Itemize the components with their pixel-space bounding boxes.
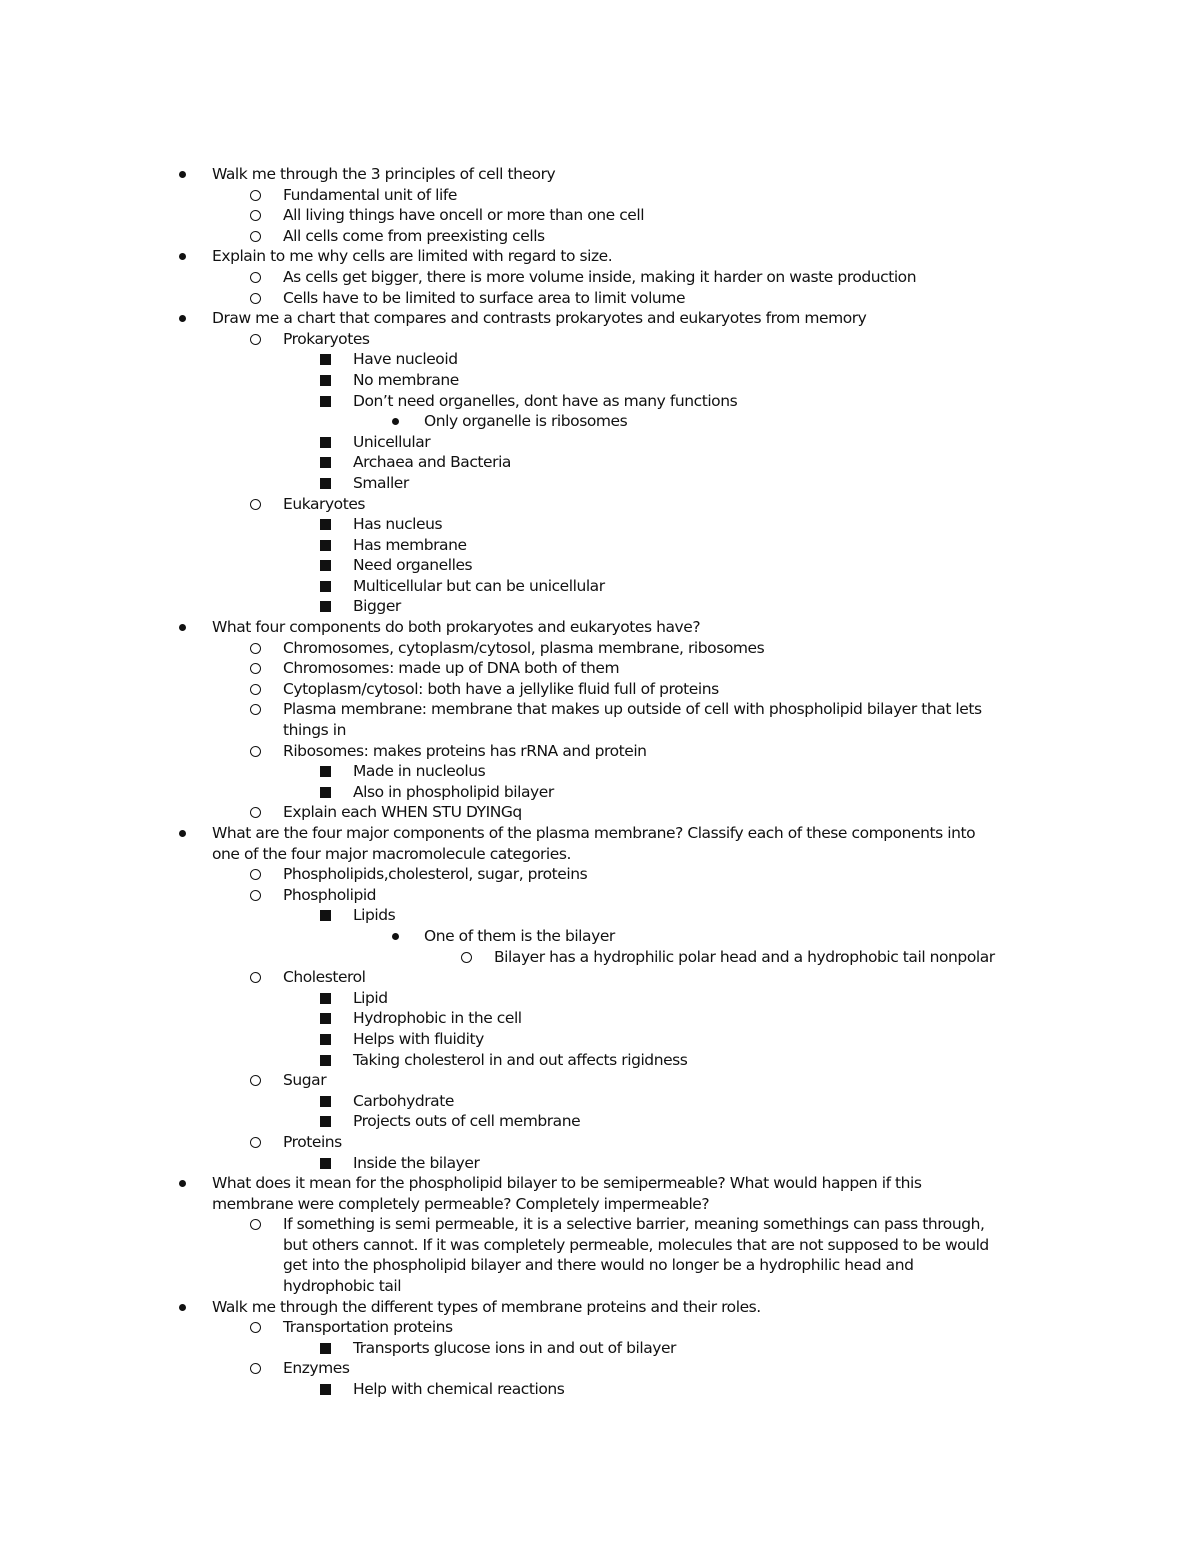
bullet-square-icon	[319, 555, 333, 576]
list-item	[0, 391, 1200, 412]
list-item-text: membrane were completely permeable? Completely impermeable?	[212, 1194, 710, 1213]
list-item-text: Projects outs of cell membrane	[353, 1112, 581, 1131]
bullet-disc-icon	[176, 164, 190, 185]
list-item-text: Draw me a chart that compares and contrasts prokaryotes and eukaryotes from memory	[212, 309, 867, 328]
list-item-text: Made in nucleolus	[353, 762, 486, 781]
bullet-square-icon	[319, 349, 333, 370]
bullet-square-icon	[319, 988, 333, 1009]
list-item-text: No membrane	[353, 370, 459, 389]
bullet-square-icon	[319, 1379, 333, 1400]
bullet-circle-icon	[249, 288, 263, 309]
list-item	[0, 246, 1200, 267]
list-item	[0, 1338, 1200, 1359]
list-item-text: Enzymes	[283, 1359, 350, 1378]
list-item-text: All cells come from preexisting cells	[283, 226, 545, 245]
list-item-continuation	[0, 844, 1200, 865]
list-item-text: Taking cholesterol in and out affects rigidness	[353, 1050, 688, 1069]
list-item	[0, 802, 1200, 823]
list-item-text: things in	[283, 721, 346, 740]
bullet-circle-icon	[249, 185, 263, 206]
list-item	[0, 1070, 1200, 1091]
list-item	[0, 1132, 1200, 1153]
bullet-square-icon	[319, 370, 333, 391]
bullet-circle-icon	[249, 1317, 263, 1338]
bullet-circle-icon	[249, 205, 263, 226]
list-item-text: Transportation proteins	[283, 1318, 453, 1337]
list-item-text: Unicellular	[353, 432, 431, 451]
list-item	[0, 164, 1200, 185]
bullet-square-icon	[319, 596, 333, 617]
list-item-text: What are the four major components of the plasma membrane? Classify each of these components into	[212, 824, 976, 842]
list-item-text: Lipids	[353, 906, 396, 925]
list-item-text: Phospholipid	[283, 885, 377, 904]
bullet-square-icon	[319, 535, 333, 556]
list-item-continuation	[0, 1276, 1200, 1297]
bullet-disc-icon	[389, 411, 403, 432]
list-item-text: What four components do both prokaryotes and eukaryotes have?	[212, 618, 701, 637]
document-body	[0, 164, 1200, 1400]
list-item	[0, 308, 1200, 329]
list-item	[0, 1379, 1200, 1400]
list-item	[0, 1153, 1200, 1174]
bullet-circle-icon	[249, 741, 263, 762]
list-item	[0, 658, 1200, 679]
list-item	[0, 679, 1200, 700]
bullet-square-icon	[319, 761, 333, 782]
bullet-square-icon	[319, 905, 333, 926]
bullet-circle-icon	[249, 658, 263, 679]
list-item	[0, 782, 1200, 803]
list-item-text: Hydrophobic in the cell	[353, 1009, 522, 1028]
list-item-text: Fundamental unit of life	[283, 185, 457, 204]
bullet-square-icon	[319, 1050, 333, 1071]
list-item-text: Prokaryotes	[283, 329, 370, 348]
list-item	[0, 329, 1200, 350]
bullet-disc-icon	[176, 308, 190, 329]
list-item	[0, 555, 1200, 576]
bullet-circle-icon	[249, 802, 263, 823]
list-item-text: Walk me through the 3 principles of cell theory	[212, 165, 556, 183]
list-item-text: Sugar	[283, 1071, 327, 1090]
bullet-circle-icon	[249, 638, 263, 659]
list-item-text: Lipid	[353, 988, 388, 1007]
list-item-text: Ribosomes: makes proteins has rRNA and protein	[283, 741, 647, 760]
list-item	[0, 452, 1200, 473]
bullet-circle-icon	[249, 329, 263, 350]
bullet-square-icon	[319, 782, 333, 803]
list-item	[0, 596, 1200, 617]
list-item-text: What does it mean for the phospholipid bilayer to be semipermeable? What would happen if this	[212, 1174, 922, 1193]
list-item-text: Cells have to be limited to surface area to limit volume	[283, 288, 686, 307]
bullet-square-icon	[319, 1091, 333, 1112]
list-item-text: Also in phospholipid bilayer	[353, 782, 554, 801]
list-item-text: Has membrane	[353, 535, 467, 554]
list-item-text: Have nucleoid	[353, 350, 458, 369]
list-item	[0, 205, 1200, 226]
list-item-text: Bilayer has a hydrophilic polar head and a hydrophobic tail nonpolar	[494, 947, 995, 966]
bullet-circle-icon	[249, 1070, 263, 1091]
list-item-text: Help with chemical reactions	[353, 1380, 565, 1399]
bullet-square-icon	[319, 391, 333, 412]
list-item-text: Archaea and Bacteria	[353, 453, 511, 472]
bullet-square-icon	[319, 1338, 333, 1359]
list-item	[0, 761, 1200, 782]
bullet-circle-icon	[249, 967, 263, 988]
list-item-text: Need organelles	[353, 556, 473, 575]
list-item	[0, 1317, 1200, 1338]
list-item-text: Carbohydrate	[353, 1091, 454, 1110]
list-item-text: All living things have oncell or more than one cell	[283, 206, 645, 225]
list-item-text: Plasma membrane: membrane that makes up outside of cell with phospholipid bilayer that lets	[283, 700, 982, 719]
list-item-text: Cytoplasm/cytosol: both have a jellylike fluid full of proteins	[283, 679, 719, 698]
list-item	[0, 473, 1200, 494]
list-item-text: Don’t need organelles, dont have as many functions	[353, 391, 738, 410]
list-item-text: Eukaryotes	[283, 494, 366, 513]
list-item-text: Bigger	[353, 597, 401, 616]
list-item	[0, 1214, 1200, 1235]
bullet-disc-icon	[176, 1297, 190, 1318]
list-item-text: Chromosomes: made up of DNA both of them	[283, 659, 620, 678]
list-item	[0, 864, 1200, 885]
list-item	[0, 988, 1200, 1009]
list-item-continuation	[0, 1194, 1200, 1215]
list-item-text: Explain each WHEN STU DYINGq	[283, 803, 522, 822]
list-item	[0, 617, 1200, 638]
bullet-square-icon	[319, 1153, 333, 1174]
list-item	[0, 288, 1200, 309]
list-item	[0, 514, 1200, 535]
list-item-continuation	[0, 1235, 1200, 1256]
list-item	[0, 226, 1200, 247]
list-item	[0, 185, 1200, 206]
list-item	[0, 494, 1200, 515]
list-item	[0, 1050, 1200, 1071]
list-item-text: hydrophobic tail	[283, 1277, 402, 1296]
list-item-text: Cholesterol	[283, 968, 366, 987]
list-item	[0, 967, 1200, 988]
list-item	[0, 1297, 1200, 1318]
list-item-text: One of them is the bilayer	[424, 926, 615, 945]
list-item-text: Only organelle is ribosomes	[424, 412, 628, 431]
list-item	[0, 576, 1200, 597]
list-item-text: one of the four major macromolecule categories.	[212, 844, 571, 863]
list-item-text: Helps with fluidity	[353, 1029, 484, 1048]
list-item-text: Proteins	[283, 1132, 342, 1151]
list-item-text: but others cannot. If it was completely permeable, molecules that are not supposed to be would	[283, 1235, 989, 1254]
list-item	[0, 741, 1200, 762]
list-item	[0, 885, 1200, 906]
list-item	[0, 638, 1200, 659]
list-item	[0, 1008, 1200, 1029]
bullet-square-icon	[319, 1008, 333, 1029]
list-item-continuation	[0, 720, 1200, 741]
list-item	[0, 926, 1200, 947]
list-item-text: get into the phospholipid bilayer and there would no longer be a hydrophilic head and	[283, 1256, 914, 1275]
list-item-text: As cells get bigger, there is more volume inside, making it harder on waste production	[283, 267, 917, 286]
list-item	[0, 432, 1200, 453]
list-item	[0, 699, 1200, 720]
bullet-disc-icon	[176, 617, 190, 638]
list-item	[0, 267, 1200, 288]
list-item-text: If something is semi permeable, it is a selective barrier, meaning somethings can pass through,	[283, 1215, 985, 1234]
bullet-circle-icon	[460, 947, 474, 968]
list-item-text: Transports glucose ions in and out of bilayer	[353, 1338, 676, 1357]
list-item-text: Multicellular but can be unicellular	[353, 576, 605, 595]
bullet-square-icon	[319, 432, 333, 453]
list-item	[0, 1029, 1200, 1050]
bullet-circle-icon	[249, 1358, 263, 1379]
bullet-square-icon	[319, 576, 333, 597]
bullet-circle-icon	[249, 1214, 263, 1235]
list-item	[0, 1091, 1200, 1112]
list-item	[0, 1111, 1200, 1132]
list-item	[0, 905, 1200, 926]
bullet-circle-icon	[249, 885, 263, 906]
list-item	[0, 1358, 1200, 1379]
bullet-circle-icon	[249, 494, 263, 515]
list-item-text: Explain to me why cells are limited with regard to size.	[212, 247, 613, 266]
list-item	[0, 1173, 1200, 1194]
bullet-square-icon	[319, 473, 333, 494]
list-item-text: Walk me through the different types of membrane proteins and their roles.	[212, 1297, 761, 1316]
list-item	[0, 535, 1200, 556]
list-item	[0, 947, 1200, 968]
bullet-disc-icon	[176, 823, 190, 844]
list-item	[0, 370, 1200, 391]
bullet-square-icon	[319, 1111, 333, 1132]
list-item-text: Has nucleus	[353, 515, 443, 534]
bullet-circle-icon	[249, 864, 263, 885]
list-item-text: Smaller	[353, 473, 409, 492]
list-item-text: Chromosomes, cytoplasm/cytosol, plasma membrane, ribosomes	[283, 638, 765, 657]
bullet-circle-icon	[249, 679, 263, 700]
list-item-text: Inside the bilayer	[353, 1153, 480, 1172]
bullet-circle-icon	[249, 699, 263, 720]
list-item	[0, 349, 1200, 370]
bullet-circle-icon	[249, 226, 263, 247]
bullet-square-icon	[319, 514, 333, 535]
bullet-circle-icon	[249, 267, 263, 288]
bullet-disc-icon	[389, 926, 403, 947]
bullet-disc-icon	[176, 246, 190, 267]
bullet-circle-icon	[249, 1132, 263, 1153]
list-item	[0, 823, 1200, 844]
bullet-disc-icon	[176, 1173, 190, 1194]
list-item	[0, 411, 1200, 432]
bullet-square-icon	[319, 1029, 333, 1050]
bullet-square-icon	[319, 452, 333, 473]
list-item-text: Phospholipids,cholesterol, sugar, proteins	[283, 865, 588, 884]
list-item-continuation	[0, 1255, 1200, 1276]
